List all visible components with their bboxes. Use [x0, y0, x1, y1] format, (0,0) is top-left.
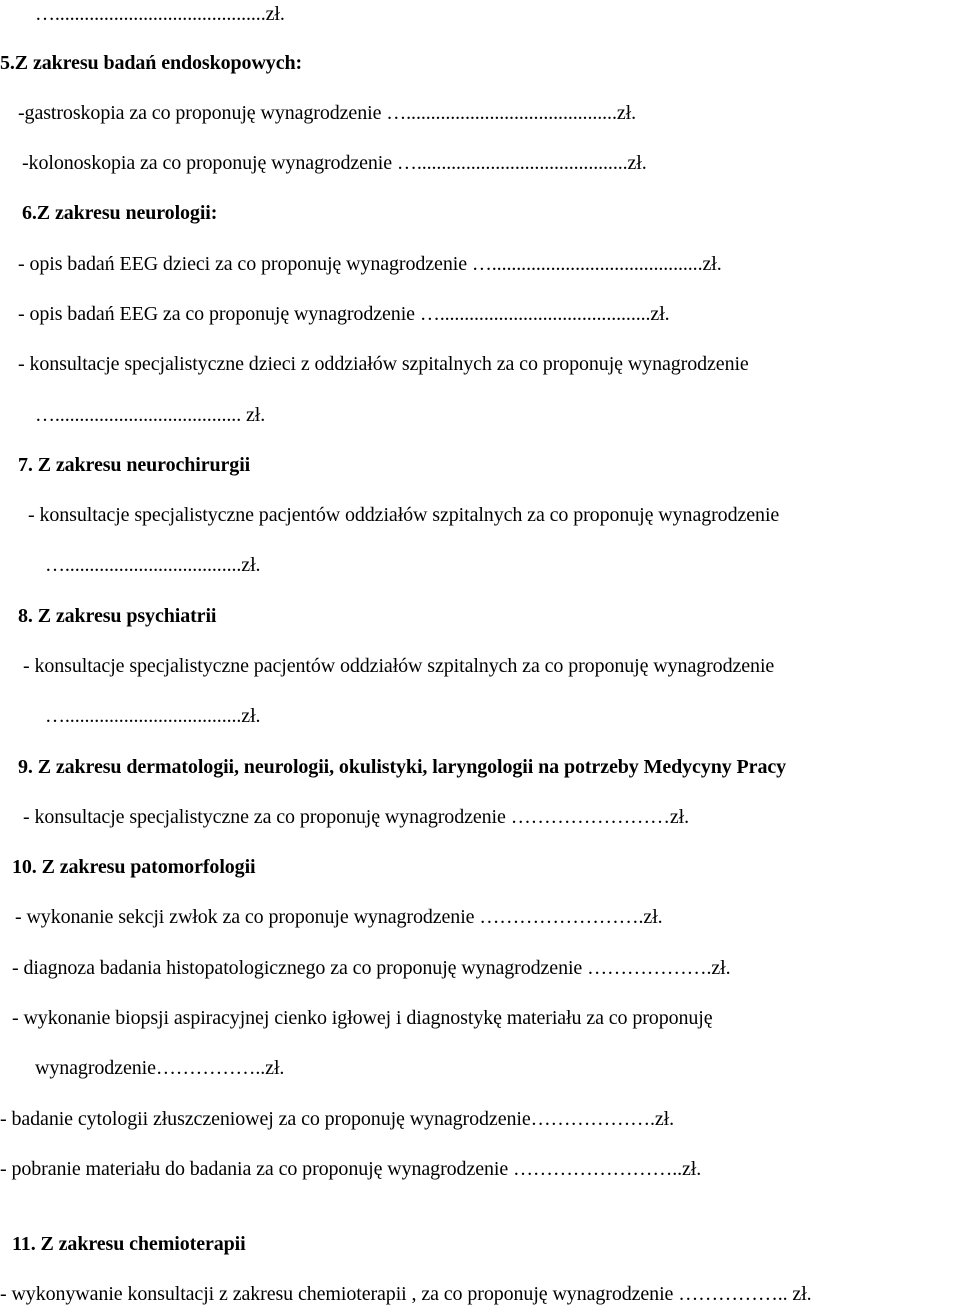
section-heading-occupational-medicine: 9. Z zakresu dermatologii, neurologii, okulistyki, laryngologii na potrzeby Medycyny Pracy [18, 756, 787, 778]
section-heading-psychiatry: 8. Z zakresu psychiatrii [18, 605, 217, 627]
item-chemotherapy-consultations: - wykonywanie konsultacji z zakresu chemioterapii , za co proponuję wynagrodzenie …………….. zł. [0, 1283, 812, 1305]
section-heading-neurosurgery: 7. Z zakresu neurochirurgii [18, 454, 251, 476]
price-line-neurology-consultations: …...................................... zł. [35, 404, 266, 426]
item-autopsy: - wykonanie sekcji zwłok za co proponuje wynagrodzenie …………………….zł. [15, 906, 663, 928]
item-biopsy: - wykonanie biopsji aspiracyjnej cienko igłowej i diagnostykę materiału za co proponuję [12, 1007, 713, 1029]
section-heading-pathomorphology: 10. Z zakresu patomorfologii [12, 856, 256, 878]
price-line-continuation: …...........................................zł. [35, 3, 285, 25]
price-line-neurosurgery: …....................................zł. [45, 554, 261, 576]
item-eeg: - opis badań EEG za co proponuję wynagrodzenie …...........................................zł. [18, 303, 670, 325]
price-line-biopsy: wynagrodzenie……………..zł. [35, 1057, 285, 1079]
section-heading-neurology: 6.Z zakresu neurologii: [22, 202, 218, 224]
item-histopathology: - diagnoza badania histopatologicznego za co proponuję wynagrodzenie ……………….zł. [12, 957, 731, 979]
item-neurology-consultations: - konsultacje specjalistyczne dzieci z oddziałów szpitalnych za co proponuję wynagrodzenie [18, 353, 749, 375]
item-gastroscopy: -gastroskopia za co proponuję wynagrodzenie …...........................................zł. [18, 102, 636, 124]
section-heading-endoscopy: 5.Z zakresu badań endoskopowych: [0, 52, 303, 74]
item-neurosurgery-consultations: - konsultacje specjalistyczne pacjentów oddziałów szpitalnych za co proponuję wynagrodzenie [28, 504, 780, 526]
item-material-collection: - pobranie materiału do badania za co proponuję wynagrodzenie ……………………..zł. [0, 1158, 702, 1180]
price-line-psychiatry: …....................................zł. [45, 705, 261, 727]
section-heading-chemotherapy: 11. Z zakresu chemioterapii [12, 1233, 246, 1255]
item-psychiatry-consultations: - konsultacje specjalistyczne pacjentów oddziałów szpitalnych za co proponuję wynagrodzenie [23, 655, 775, 677]
item-occupational-consultations: - konsultacje specjalistyczne za co proponuję wynagrodzenie ……………………zł. [23, 806, 690, 828]
item-cytology: - badanie cytologii złuszczeniowej za co proponuję wynagrodzenie……………….zł. [0, 1108, 675, 1130]
item-eeg-children: - opis badań EEG dzieci za co proponuję wynagrodzenie …...........................................zł. [18, 253, 722, 275]
item-colonoscopy: -kolonoskopia za co proponuję wynagrodzenie …...........................................zł. [22, 152, 647, 174]
